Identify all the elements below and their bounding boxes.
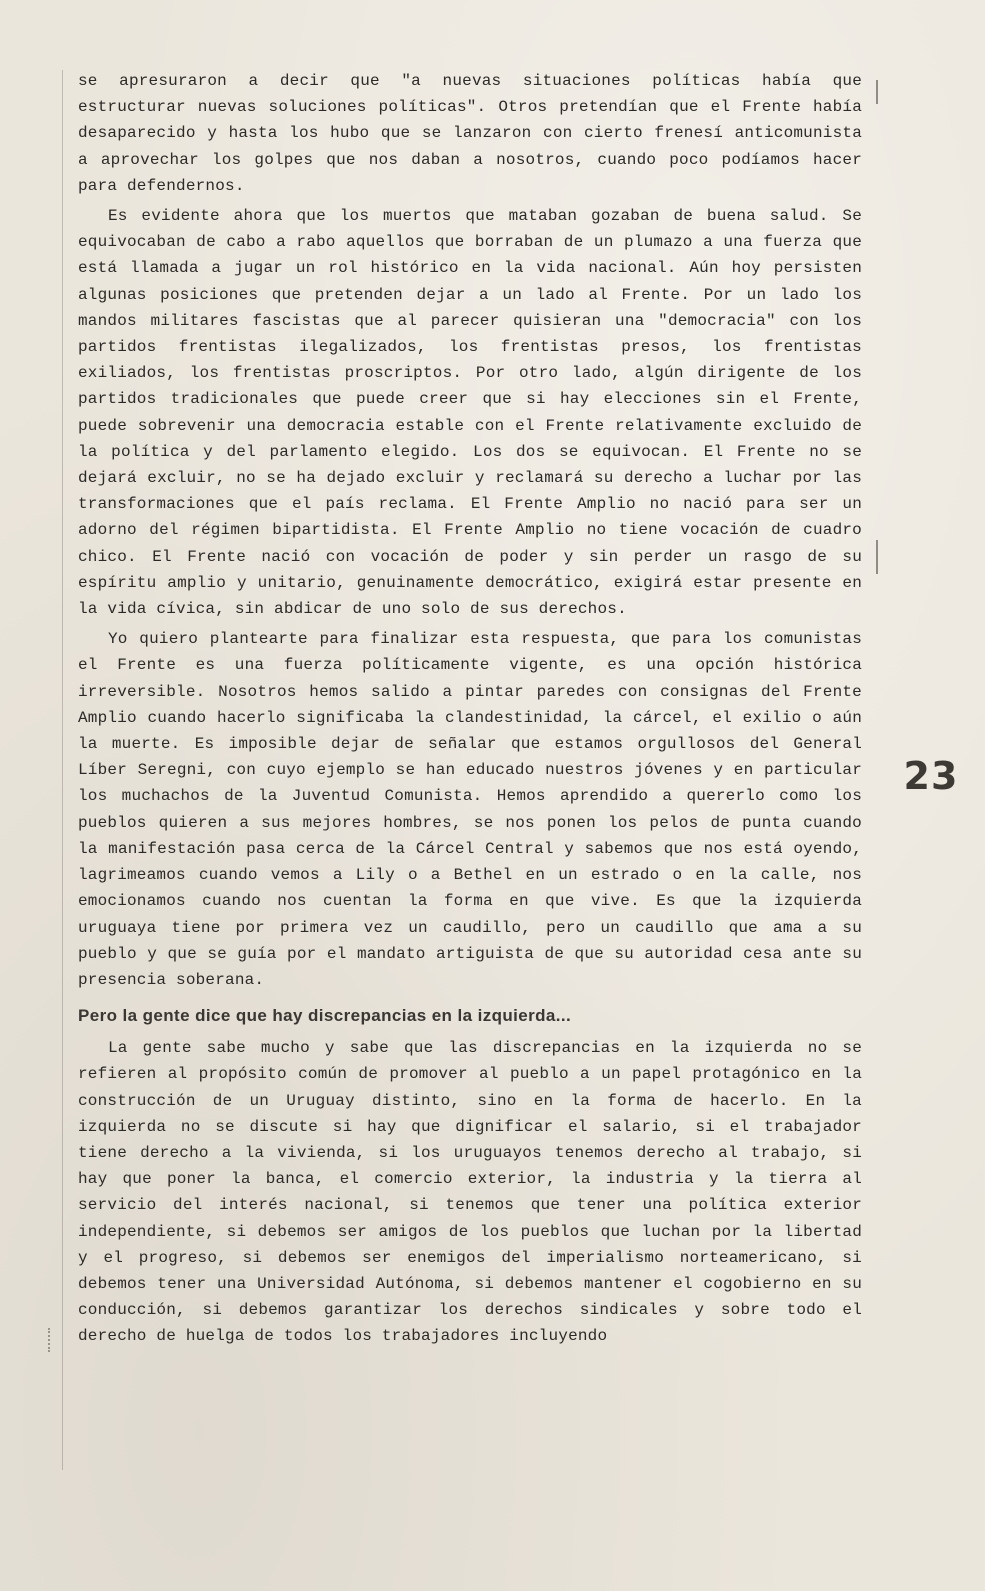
- paragraph-comunistas: Yo quiero plantearte para finalizar esta respuesta, que para los comunistas el Frente es una fuerza políticamente vigente, es una opción histórica irreversible. Nosotros hemos salido a pintar paredes con consignas del Frente Amplio cuando hacerlo significaba la clandestinidad, la cárcel, el exilio o aún la muerte. Es imposible dejar de señalar que estamos orgullosos del General Líber Seregni, con cuyo ejemplo se han educado nuestros jóvenes y en particular los muchachos de la Juventud Comunista. Hemos aprendido a quererlo como los pueblos quieren a sus mejores hombres, se nos ponen los pelos de punta cuando la manifestación pasa cerca de la Cárcel Central y sabemos que nos está oyendo, lagrimeamos cuando vemos a Lily o a Bethel en un estrado o en la calle, nos emocionamos cuando nos cuentan la forma en que vive. Es que la izquierda uruguaya tiene por primera vez un caudillo, pero un caudillo que ama a su pueblo y que se guía por el mandato artiguista de que su autoridad cesa ante su presencia soberana.: [78, 630, 862, 989]
- paragraph-frente-vigente: Es evidente ahora que los muertos que mataban gozaban de buena salud. Se equivocaban de cabo a rabo aquellos que borraban de un plumazo a una fuerza que está llamada a jugar un rol histórico en la vida nacional. Aún hoy persisten algunas posiciones que pretenden dejar a un lado al Frente. Por un lado los mandos militares fascistas que al parecer quisieran una "democracia" con los partidos frentistas ilegalizados, los frentistas presos, los frentistas exiliados, los frentistas proscriptos. Por otro lado, algún dirigente de los partidos tradicionales que puede creer que si hay elecciones sin el Frente, puede sobrevenir una democracia estable con el Frente relativamente excluido de la política y del parlamento elegido. Los dos se equivocan. El Frente no se dejará excluir, no se ha dejado excluir y reclamará su derecho a luchar por las transformaciones que el país reclama. El Frente Amplio no nació para ser un adorno del régimen bipartidista. El Frente Amplio no tiene vocación de cuadro chico. El Frente nació con vocación de poder y sin perder un rasgo de su espíritu amplio y unitario, genuinamente democrático, exigirá estar presente en la vida cívica, sin abdicar de uno solo de sus derechos.: [78, 207, 862, 619]
- text-column: [78, 68, 862, 1354]
- margin-tick-right: [876, 540, 878, 574]
- left-margin-rule: [62, 70, 63, 1470]
- margin-tick-right-lower: [876, 80, 878, 104]
- margin-mark: [48, 1328, 56, 1352]
- section-heading: Pero la gente dice que hay discrepancias en la izquierda...: [78, 1006, 572, 1026]
- paragraph-discrepancias: La gente sabe mucho y sabe que las discrepancias en la izquierda no se refieren al propósito común de promover al pueblo a un papel protagónico en la construcción de un Uruguay distinto, sino en la forma de hacerlo. En la izquierda no se discute si hay que dignificar el salario, si el trabajador tiene derecho a la vivienda, si los uruguayos tenemos derecho al trabajo, si hay que poner la banca, el comercio exterior, la industria y la tierra al servicio del interés nacional, si tenemos que tener una política exterior independiente, si debemos ser amigos de los pueblos que luchan por la libertad y el progreso, si debemos ser enemigos del imperialismo norteamericano, si debemos tener una Universidad Autónoma, si debemos mantener el cogobierno en su conducción, si debemos garantizar los derechos sindicales y sobre todo el derecho de huelga de todos los trabajadores incluyendo: [78, 1039, 862, 1346]
- page-number: 23: [903, 754, 959, 798]
- paragraph-continuation: se apresuraron a decir que "a nuevas situaciones políticas había que estructurar nuevas soluciones políticas". Otros pretendían que el Frente había desaparecido y hasta los hubo que se lanzaron con cierto frenesí anticomunista a aprovechar los golpes que nos daban a nosotros, cuando poco podíamos hacer para defendernos.: [78, 72, 862, 195]
